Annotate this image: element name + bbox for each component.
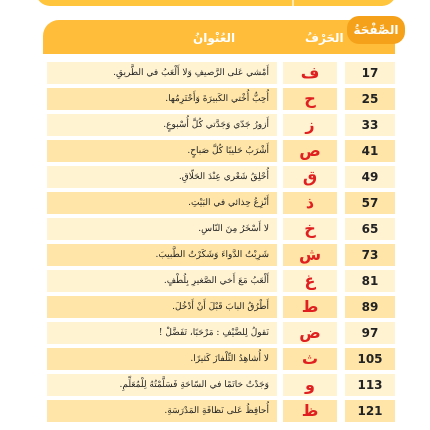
table-row[interactable] [37, 190, 395, 216]
row-title: وَجَدْتُ خاتَمًا في السّاحَةِ فَسَلَّمْتُهُ لِلْمُعَلِّمِ. [47, 374, 277, 396]
row-letter: ح [283, 88, 337, 110]
row-title: أُحْلِقُ شَعْري عِنْدَ الحَلّاقِ. [47, 166, 277, 188]
row-letter: خ [283, 218, 337, 240]
row-letter: ط [283, 296, 337, 318]
top-decoration-bar [36, 0, 396, 6]
row-title: نَقولُ لِلضَّيْفِ : مَرْحَبًا، تَفَضَّلْ ! [47, 322, 277, 344]
row-page-number: 97 [345, 322, 395, 344]
header-letter: الحَرْفُ [305, 31, 344, 45]
row-page-number: 81 [345, 270, 395, 292]
header-page: الصَّفْحَةُ [347, 16, 405, 44]
table-row[interactable] [37, 216, 395, 242]
table-of-contents [37, 20, 399, 424]
row-page-number: 17 [345, 62, 395, 84]
row-title: أُحِبُّ أُخْتي الكَبيرَةَ وَأَحْتَرِمُها. [47, 88, 277, 110]
table-row[interactable] [37, 346, 395, 372]
row-page-number: 65 [345, 218, 395, 240]
row-page-number: 49 [345, 166, 395, 188]
row-title: أَزورُ جَدّي وَجَدَّتي كُلَّ أُسْبوعٍ. [47, 114, 277, 136]
table-row[interactable] [37, 320, 395, 346]
table-row[interactable] [37, 86, 395, 112]
header-title: العُنْوانُ [193, 31, 236, 45]
row-letter: ص [283, 140, 337, 162]
row-page-number: 41 [345, 140, 395, 162]
row-letter: ث [283, 348, 337, 370]
table-row[interactable] [37, 242, 395, 268]
row-title: أَشْرَبُ حَليبًا كُلَّ صَباحٍ. [47, 140, 277, 162]
row-title: لا أُشاهِدُ التِّلْفازَ كَثيرًا. [47, 348, 277, 370]
row-title: أَلْعَبُ مَعَ أَخي الصَّغيرِ بِلُطْفٍ. [47, 270, 277, 292]
row-title: شَرِبْتُ الدَّواءَ وَشَكَرْتُ الطَّبيبَ. [47, 244, 277, 266]
table-row[interactable] [37, 60, 395, 86]
table-header [43, 20, 399, 54]
row-page-number: 113 [345, 374, 395, 396]
row-page-number: 121 [345, 400, 395, 422]
row-letter: ظ [283, 400, 337, 422]
table-row[interactable] [37, 138, 395, 164]
row-letter: و [283, 374, 337, 396]
row-letter: ق [283, 166, 337, 188]
row-title: أَنْزِعُ حِذائي في البَيْتِ. [47, 192, 277, 214]
row-letter: ض [283, 322, 337, 344]
table-row[interactable] [37, 294, 395, 320]
table-row[interactable] [37, 398, 395, 424]
row-page-number: 25 [345, 88, 395, 110]
row-page-number: 89 [345, 296, 395, 318]
table-row[interactable] [37, 112, 395, 138]
table-rows [37, 60, 395, 424]
row-title: لا أَسْخَرُ مِنَ النّاسِ. [47, 218, 277, 240]
row-page-number: 33 [345, 114, 395, 136]
row-page-number: 105 [345, 348, 395, 370]
row-letter: غ [283, 270, 337, 292]
row-letter: ش [283, 244, 337, 266]
row-page-number: 57 [345, 192, 395, 214]
row-title: أَمْشي عَلى الرَّصيفِ وَلا أَلْعَبُ في الطَّريقِ. [47, 62, 277, 84]
table-row[interactable] [37, 164, 395, 190]
table-row[interactable] [37, 372, 395, 398]
row-title: أَطْرُقُ البابَ قَبْلَ أَنْ أَدْخُلَ. [47, 296, 277, 318]
row-letter: ف [283, 62, 337, 84]
row-letter: ز [283, 114, 337, 136]
table-row[interactable] [37, 268, 395, 294]
row-page-number: 73 [345, 244, 395, 266]
row-title: أُحافِظُ عَلى نَظافَةِ المَدْرَسَةِ. [47, 400, 277, 422]
row-letter: ذ [283, 192, 337, 214]
